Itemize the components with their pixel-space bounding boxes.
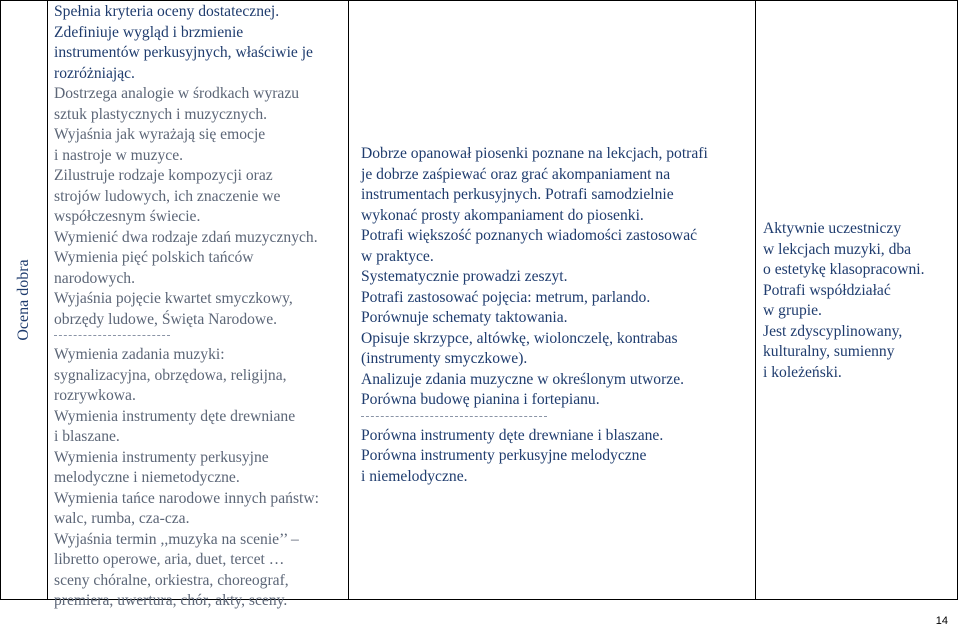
text-line: sygnalizacyjna, obrzędowa, religijna, xyxy=(54,366,287,384)
text-line: Dobrze opanował piosenki poznane na lekcjach, potrafi xyxy=(361,145,708,162)
text-line: sceny chóralne, orkiestra, choreograf, xyxy=(54,571,289,589)
text-line: i blaszane. xyxy=(54,428,120,445)
text-line: Porówna instrumenty dęte drewniane i blaszane. xyxy=(361,426,664,444)
text-line: libretto operowe, aria, duet, tercet … xyxy=(54,551,285,568)
text-line: rozrywkowa. xyxy=(54,387,136,404)
text-line: Wymienia pięć polskich tańców xyxy=(54,249,254,266)
text-line: Wyjaśnia pojęcie kwartet smyczkowy, xyxy=(54,290,293,307)
text-line: i nastroje w muzyce. xyxy=(54,146,184,164)
text-line: Wyjaśnia termin ,,muzyka na scenie’’ – xyxy=(54,530,299,548)
requirements-text xyxy=(54,2,346,612)
text-line: narodowych. xyxy=(54,269,135,287)
page-number: 14 xyxy=(935,615,948,627)
text-line: o estetykę klasopracowni. xyxy=(763,261,925,278)
text-line: Wymienić dwa rodzaje zdań muzycznych. xyxy=(54,228,318,246)
text-line: Porówna instrumenty perkusyjne melodyczne xyxy=(361,447,647,464)
text-line: Opisuje skrzypce, altówkę, wiolonczelę, kontrabas xyxy=(361,329,678,347)
text-line: Porówna budowę pianina i fortepianu. xyxy=(361,391,600,408)
text-line: Potrafi zastosować pojęcia: metrum, parlando. xyxy=(361,288,651,306)
text-line: rozróżniając. xyxy=(54,64,135,82)
text-line: strojów ludowych, ich znaczenie we xyxy=(54,187,281,205)
text-line: i niemelodyczne. xyxy=(361,467,468,485)
dashed-separator xyxy=(54,335,170,337)
text-line: w lekcjach muzyki, dba xyxy=(763,240,912,258)
dashed-separator xyxy=(361,416,547,418)
text-line: (instrumenty smyczkowe). xyxy=(361,350,528,367)
skills-part-b xyxy=(361,426,753,488)
text-line: Systematycznie prowadzi zeszyt. xyxy=(361,268,568,285)
text-line: Jest zdyscyplinowany, xyxy=(763,322,903,340)
text-line: Potrafi większość poznanych wiadomości zastosować xyxy=(361,227,698,244)
text-line: Aktywnie uczestniczy xyxy=(763,220,902,237)
skills-cell xyxy=(349,1,756,599)
row-header-cell xyxy=(1,1,48,599)
text-line: Wymienia instrumenty dęte drewniane xyxy=(54,407,296,425)
text-line: i koleżeński. xyxy=(763,363,842,381)
row-header-label: Ocena dobra xyxy=(15,259,32,341)
text-line: Wyjaśnia jak wyrażają się emocje xyxy=(54,126,266,143)
text-line: współczesnym świecie. xyxy=(54,208,201,225)
attitude-text xyxy=(763,219,955,383)
text-line: Wymienia tańce narodowe innych państw: xyxy=(54,489,319,507)
text-line: instrumentach perkusyjnych. Potrafi samodzielnie xyxy=(361,186,674,203)
text-line: premiera, uwertura, chór, akty, sceny. xyxy=(54,592,288,609)
text-line: w praktyce. xyxy=(361,247,434,265)
text-line: Porównuje schematy taktowania. xyxy=(361,309,568,326)
text-line: sztuk plastycznych i muzycznych. xyxy=(54,105,268,123)
text-line: kulturalny, sumienny xyxy=(763,343,895,360)
text-line: walc, rumba, cza-cza. xyxy=(54,510,190,527)
skills-part-a xyxy=(361,144,753,411)
text-line: Zilustruje rodzaje kompozycji oraz xyxy=(54,167,273,184)
text-line: Dostrzega analogie w środkach wyrazu xyxy=(54,85,300,102)
text-line: Analizuje zdania muzyczne w określonym utworze. xyxy=(361,370,685,388)
requirements-part-a xyxy=(54,2,346,330)
text-line: melodyczne i niemetodyczne. xyxy=(54,469,240,486)
attitude-cell xyxy=(756,1,959,599)
text-line: Spełnia kryteria oceny dostatecznej. xyxy=(54,3,280,20)
text-line: je dobrze zaśpiewać oraz grać akompaniament na xyxy=(361,165,671,183)
requirements-cell xyxy=(48,1,349,609)
text-line: obrzędy ludowe, Święta Narodowe. xyxy=(54,310,278,328)
text-line: Potrafi współdziałać xyxy=(763,281,891,299)
skills-text xyxy=(361,144,753,487)
text-line: instrumentów perkusyjnych, właściwie je xyxy=(54,44,313,61)
text-line: Wymienia instrumenty perkusyjne xyxy=(54,448,269,466)
text-line: wykonać prosty akompaniament do piosenki. xyxy=(361,206,644,224)
requirements-part-b xyxy=(54,345,346,612)
text-line: Wymienia zadania muzyki: xyxy=(54,346,225,363)
text-line: Zdefiniuje wygląd i brzmienie xyxy=(54,23,244,41)
text-line: w grupie. xyxy=(763,302,822,319)
